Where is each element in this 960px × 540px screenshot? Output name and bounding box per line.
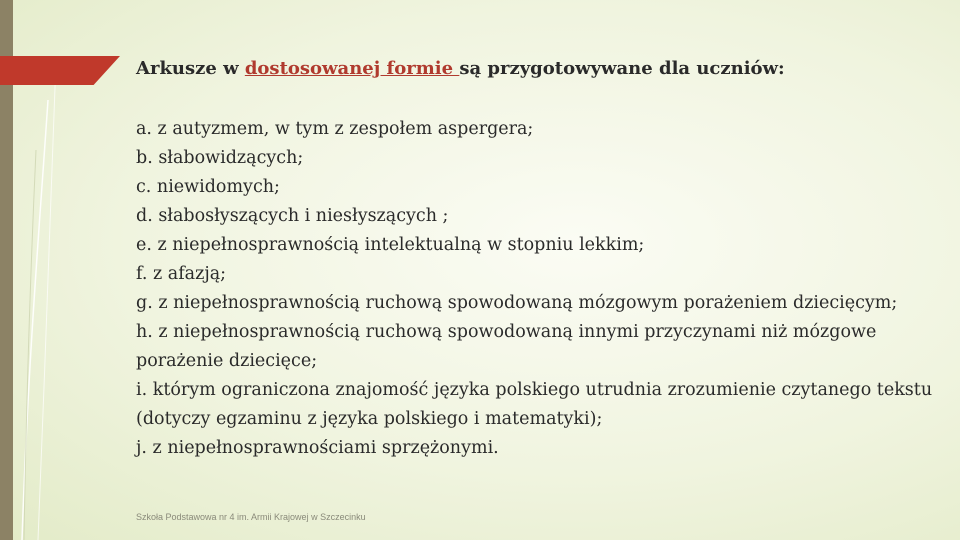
list-item-i: i. którym ograniczona znajomość języka polskiego utrudnia zrozumienie czytanego tekstu (dotyczy egzaminu z języka polskiego i matematyki); xyxy=(136,380,933,429)
list-item-e: e. z niepełnosprawnością intelektualną w stopniu lekkim; xyxy=(136,235,645,255)
list-item-a: a. z autyzmem, w tym z zespołem aspergera; xyxy=(136,119,534,139)
title-part-1: Arkusze w xyxy=(136,58,245,79)
title-part-2: są przygotowywane dla uczniów: xyxy=(459,58,785,79)
list-item-b: b. słabowidzących; xyxy=(136,148,304,168)
list-item-c: c. niewidomych; xyxy=(136,177,280,197)
student-category-list xyxy=(136,115,936,463)
list-item-g: g. z niepełnosprawnością ruchową spowodowaną mózgowym porażeniem dziecięcym; xyxy=(136,293,898,313)
slide-title xyxy=(136,58,785,79)
list-item-d: d. słabosłyszących i niesłyszących ; xyxy=(136,206,449,226)
title-highlight: dostosowanej formie xyxy=(244,58,460,79)
list-item-h: h. z niepełnosprawnością ruchową spowodowaną innymi przyczynami niż mózgowe porażenie dziecięce; xyxy=(136,322,877,371)
list-item-f: f. z afazją; xyxy=(136,264,227,284)
list-item-j: j. z niepełnosprawnościami sprzężonymi. xyxy=(136,438,499,458)
slide-footer: Szkoła Podstawowa nr 4 im. Armii Krajowej w Szczecinku xyxy=(136,512,366,522)
